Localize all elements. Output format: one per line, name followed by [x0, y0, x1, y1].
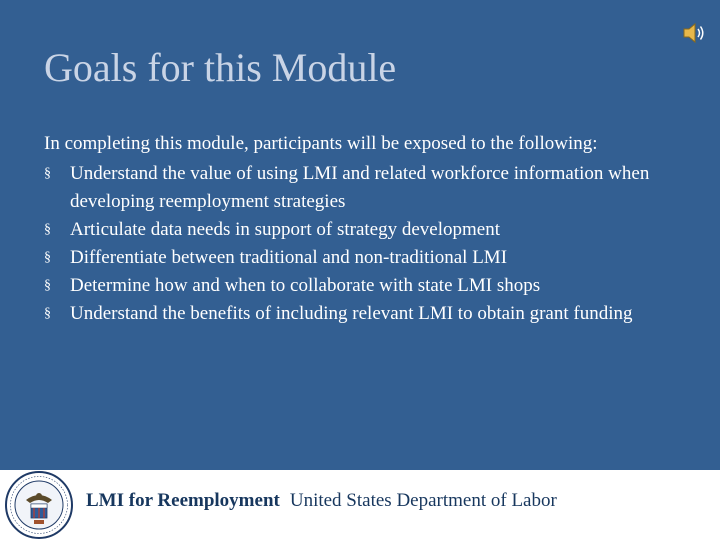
list-item-text: Understand the value of using LMI and related workforce information when developing reemployment strategies — [70, 163, 650, 212]
speaker-audio-icon[interactable] — [681, 20, 707, 46]
list-item-text: Determine how and when to collaborate with state LMI shops — [70, 275, 541, 296]
bullet-icon: § — [44, 306, 51, 321]
intro-text: In completing this module, participants will be exposed to the following: — [44, 133, 598, 154]
bullet-icon: § — [44, 166, 51, 181]
goals-list — [44, 160, 684, 328]
list-item — [44, 216, 684, 244]
list-item-text: Understand the benefits of including relevant LMI to obtain grant funding — [70, 303, 633, 324]
slide-title: Goals for this Module — [44, 45, 397, 90]
list-item — [44, 244, 684, 272]
bullet-icon: § — [44, 278, 51, 293]
footer-text — [86, 490, 557, 512]
organization-name: United States Department of Labor — [289, 490, 557, 511]
course-name: LMI for Reemployment — [86, 490, 280, 511]
list-item-text: Differentiate between traditional and non-traditional LMI — [70, 247, 508, 268]
bullet-icon: § — [44, 222, 51, 237]
department-of-labor-seal-icon — [4, 470, 74, 540]
footer-bar — [0, 470, 720, 540]
list-item — [44, 160, 684, 216]
list-item-text: Articulate data needs in support of strategy development — [70, 219, 501, 240]
list-item — [44, 272, 684, 300]
list-item — [44, 300, 684, 328]
bullet-icon: § — [44, 250, 51, 265]
slide-body — [44, 130, 684, 328]
